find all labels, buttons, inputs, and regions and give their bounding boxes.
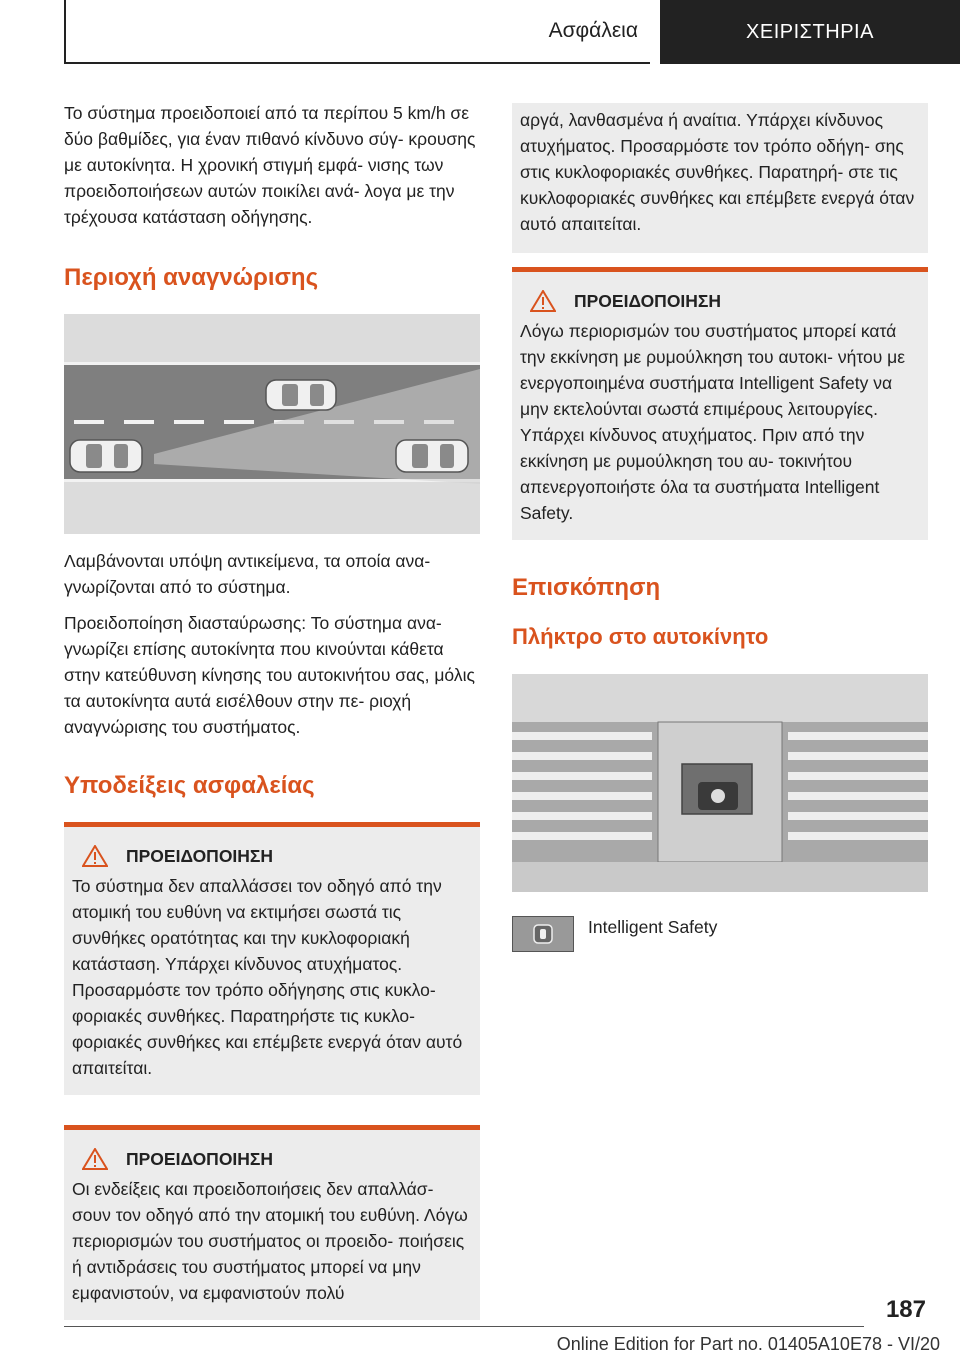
warning-title-text-3: ΠΡΟΕΙΔΟΠΟΙΗΣΗ [574,290,722,311]
warning-box-1 [64,822,480,1095]
heading-safety-notes: Υποδείξεις ασφαλείας [64,772,315,799]
header-underline [64,62,650,64]
heading-detection-area: Περιοχή αναγνώρισης [64,264,319,291]
car-own [70,440,142,472]
warning-box-2-continued [512,103,928,253]
car-right [396,440,468,472]
detection-caption: Λαμβάνονται υπόψη αντικείμενα, τα οποία ανα‐ γνωρίζονται από το σύστημα. [64,551,431,597]
car-safety-icon [533,924,553,944]
warning-title-1 [72,845,472,867]
warning-title-2 [72,1148,472,1170]
warning-triangle-icon [82,1148,108,1170]
warning-text-2: Οι ενδείξεις και προειδοποιήσεις δεν απαλλάσ‐ σουν τον οδηγό από την ατομική του ευθύνη. Λόγω περιορισμών του συστήματος οι προειδο‐ ποιήσεις ή αντιδράσεις του συστήματος μπορεί να μην εμφανιστούν, να εμφανιστούν πολύ [72,1179,468,1303]
detection-area-illustration [64,314,480,534]
heading-button-in-vehicle: Πλήκτρο στο αυτοκίνητο [512,624,769,649]
warning-box-2 [64,1125,480,1320]
heading-overview: Επισκόπηση [512,574,661,601]
warning-text-3: Λόγω περιορισμών του συστήματος μπορεί κατά την εκκίνηση με ρυμούλκηση του αυτοκι‐ νήτου με ενεργοποιημένα συστήματα Intelligent Safety να μην εκτελούνται σωστά επιμέρους λειτουργίες. Υπάρχει κίνδυνος ατυχήματος. Πριν από την εκκίνηση με ρυμούλκηση του αυ‐ τοκινήτου απενεργοποιήστε όλα τα συστήματα Intelligent Safety. [520,321,906,523]
intelligent-safety-label: Intelligent Safety [588,917,718,937]
detection-area-svg [64,314,480,534]
dashboard-vent-svg [512,674,928,892]
warning-triangle-icon [82,845,108,867]
warning-box-3 [512,267,928,540]
cross-warning-paragraph: Προειδοποίηση διασταύρωσης: Το σύστημα ανα‐ γνωρίζει επίσης αυτοκίνητα που κινούνται κάθετα στην κατεύθυνση κίνησης του αυτοκινήτου σας, μόλις τα αυτοκίνητα αυτά εισέλθουν στην πε‐ ριοχή αναγνώρισης του συστήματος. [64,613,475,737]
car-front [266,380,336,410]
right-column [512,103,928,952]
header-section-title: Ασφάλεια [548,19,638,42]
button-location-photo [512,674,928,892]
warning-text-2-continued: αργά, λανθασμένα ή αναίτια. Υπάρχει κίνδυνος ατυχήματος. Προσαρμόστε τον τρόπο οδήγη‐ σης στις κυκλοφοριακές συνθήκες. Παρατηρή‐ στε τις κυκλοφοριακές συνθήκες και επέμβετε ενεργά όταν αυτό απαιτείται. [520,110,915,234]
intro-paragraph: Το σύστημα προειδοποιεί από τα περίπου 5 km/h σε δύο βαθμίδες, για έναν πιθανό κίνδυνο σύγ‐ κρουσης με αυτοκίνητα. Η χρονική στιγμή εμφά‐ νισης των προειδοποιήσεων αυτών ποικίλει ανά‐ λογα με την τρέχουσα κατάσταση οδήγησης. [64,103,476,227]
button-legend [512,916,928,952]
warning-text-1: Το σύστημα δεν απαλλάσσει τον οδηγό από την ατομική του ευθύνη να εκτιμήσει σωστά τις συνθήκες ορατότητας και την κυκλοφοριακή κατάσταση. Υπάρχει κίνδυνος ατυχήματος. Προσαρμόστε τον τρόπο οδήγησης στις κυκλο‐ φοριακές συνθήκες. Παρατηρήστε τις κυκλο‐ φοριακές συνθήκες και επέμβετε ενεργά όταν αυτό απαιτείται. [72,876,463,1078]
warning-title-text-2: ΠΡΟΕΙΔΟΠΟΙΗΣΗ [126,1148,274,1169]
warning-title-3 [520,290,920,312]
footer-edition: Online Edition for Part no. 01405A10E78 - VI/20 [556,1334,940,1354]
left-column [64,100,480,1320]
intelligent-safety-button-icon [512,916,574,952]
footer-divider [64,1326,864,1327]
header-chapter-tab: ΧΕΙΡΙΣΤΗΡΙΑ [660,0,960,64]
page-number: 187 [885,1296,926,1323]
warning-title-text-1: ΠΡΟΕΙΔΟΠΟΙΗΣΗ [126,845,274,866]
warning-triangle-icon [530,290,556,312]
